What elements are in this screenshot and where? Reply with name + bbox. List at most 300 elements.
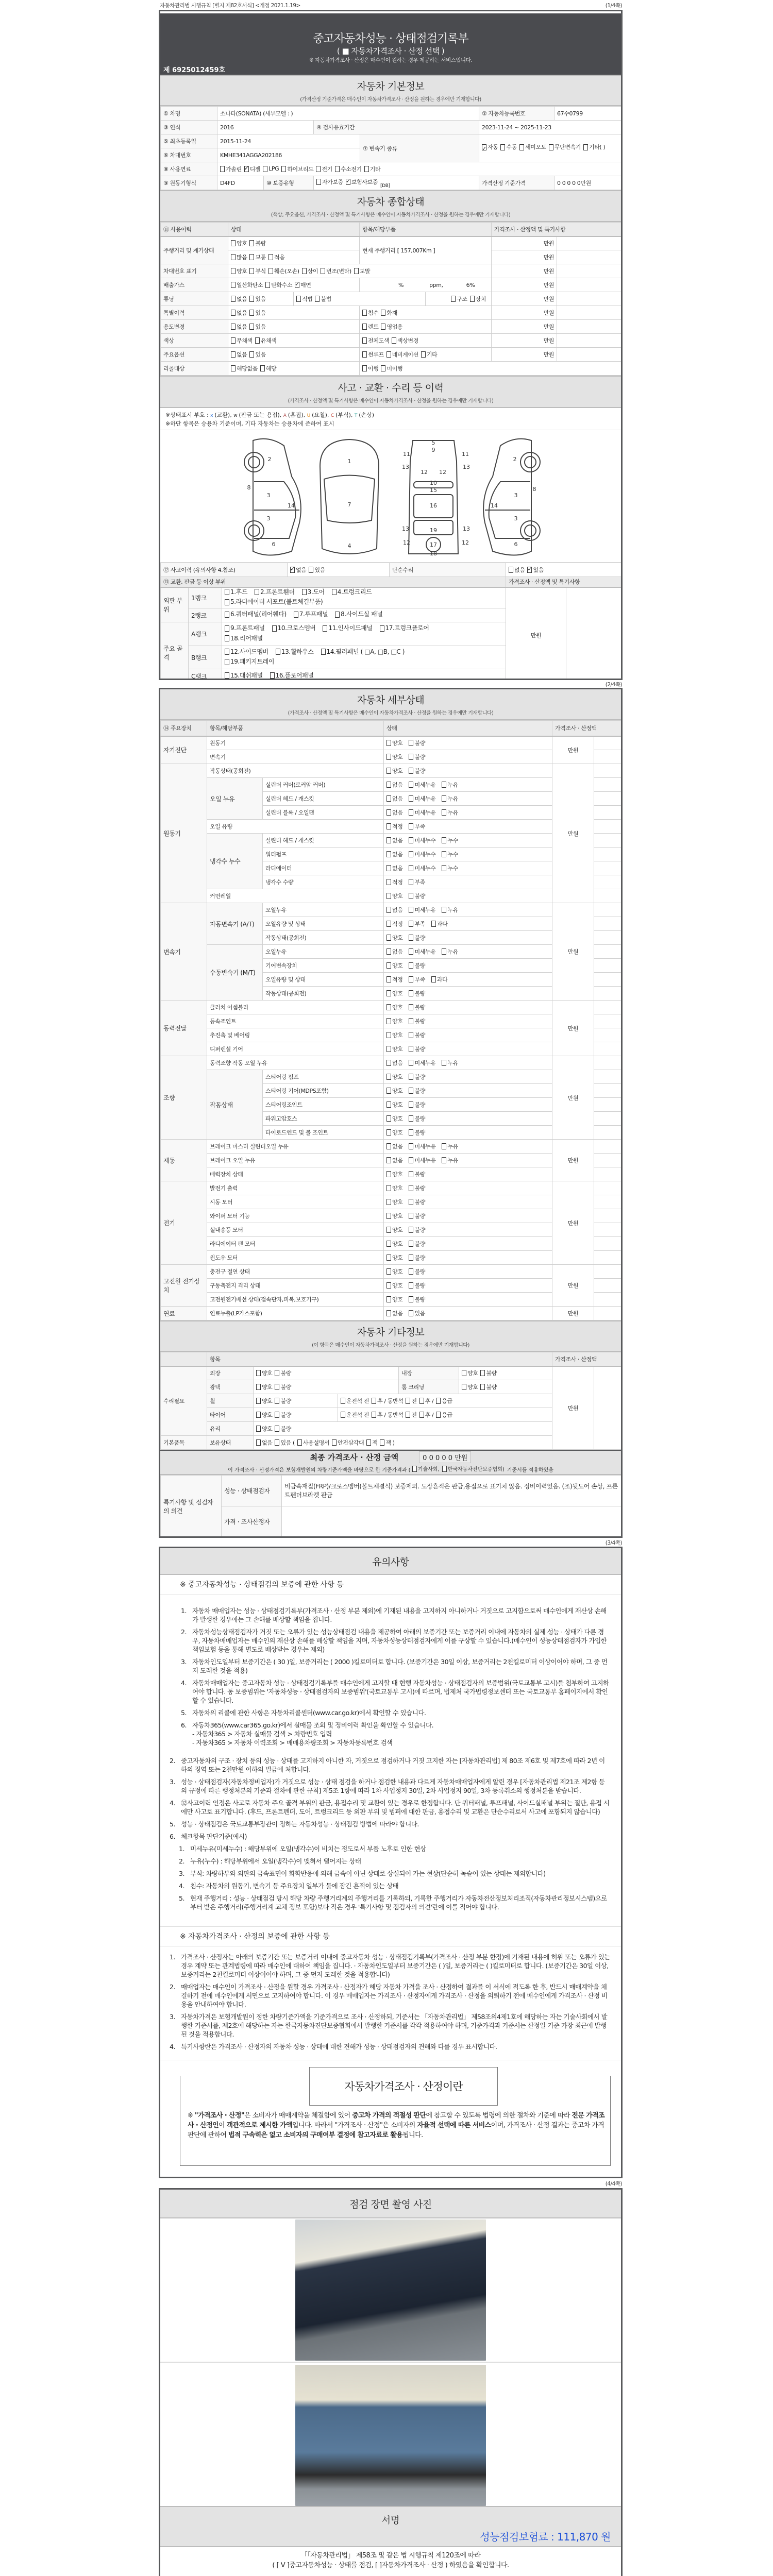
checkbox-option[interactable] (386, 753, 402, 761)
checkbox[interactable] (276, 649, 280, 655)
checkbox[interactable] (409, 1088, 413, 1094)
price-note[interactable] (594, 945, 621, 959)
checkbox-option[interactable] (386, 808, 402, 817)
checkbox[interactable] (386, 1074, 391, 1080)
checkbox[interactable] (409, 935, 413, 941)
price-note[interactable] (594, 1112, 621, 1126)
price-note[interactable] (594, 1279, 621, 1293)
checkbox-option[interactable] (256, 1383, 272, 1391)
checkbox-option[interactable] (321, 648, 405, 656)
checkbox[interactable] (386, 935, 391, 941)
checkbox[interactable] (386, 976, 391, 982)
checkbox-option[interactable] (386, 920, 402, 928)
price-note[interactable] (594, 889, 621, 903)
checkbox[interactable] (381, 310, 385, 316)
checkbox-option[interactable] (255, 336, 277, 345)
checkbox[interactable] (249, 254, 254, 260)
checkbox[interactable] (256, 1426, 261, 1432)
checkbox-option[interactable] (409, 864, 435, 872)
checkbox[interactable] (409, 1157, 413, 1163)
checkbox-option[interactable] (381, 323, 402, 331)
checkbox-option[interactable] (386, 1128, 402, 1137)
checkbox-option[interactable] (480, 1383, 496, 1391)
checkbox-option[interactable] (442, 864, 458, 872)
checkbox-option[interactable] (275, 1425, 291, 1433)
checkbox-option[interactable] (409, 1128, 425, 1137)
checkbox-option[interactable] (316, 178, 343, 186)
checkbox-option[interactable] (275, 1383, 291, 1391)
checkbox[interactable] (406, 1412, 410, 1418)
checkbox-option[interactable] (386, 1003, 402, 1011)
checkbox[interactable] (509, 567, 513, 573)
checkbox-option[interactable] (386, 1295, 402, 1303)
checkbox[interactable] (275, 1384, 279, 1390)
checkbox-option[interactable] (225, 588, 247, 597)
checkbox-option[interactable] (409, 989, 425, 997)
price-note[interactable] (594, 1001, 621, 1014)
checkbox[interactable] (442, 851, 446, 857)
checkbox-option[interactable] (231, 281, 263, 289)
checkbox[interactable] (225, 589, 229, 595)
checkbox[interactable] (386, 1171, 391, 1177)
checkbox-option[interactable] (386, 947, 402, 956)
checkbox-option[interactable] (231, 350, 247, 359)
checkbox-option[interactable] (406, 1397, 416, 1405)
checkbox-option[interactable] (386, 350, 418, 359)
checkbox[interactable] (381, 365, 385, 371)
checkbox-option[interactable] (255, 588, 295, 597)
checkbox-option[interactable] (409, 1031, 425, 1039)
checkbox[interactable] (442, 1157, 446, 1163)
checkbox-option[interactable] (462, 1369, 478, 1377)
checkbox-option[interactable] (409, 1003, 425, 1011)
price-note[interactable] (594, 1140, 621, 1154)
checkbox[interactable] (406, 1398, 410, 1404)
checkbox-option[interactable] (436, 1411, 452, 1419)
checkbox-option[interactable] (276, 648, 314, 656)
checkbox-option[interactable] (249, 309, 265, 317)
checkbox-checked[interactable] (290, 567, 295, 573)
checkbox-option[interactable] (409, 1226, 425, 1234)
price-note[interactable] (594, 834, 621, 848)
checkbox[interactable] (409, 1185, 413, 1191)
checkbox[interactable] (380, 625, 384, 632)
checkbox-option[interactable] (362, 323, 378, 331)
checkbox[interactable] (386, 1088, 391, 1094)
checkbox[interactable] (332, 1439, 337, 1446)
checkbox[interactable] (409, 1282, 413, 1289)
checkbox-option[interactable] (268, 267, 299, 275)
checkbox-option[interactable] (386, 739, 402, 747)
checkbox-option[interactable] (421, 350, 437, 359)
checkbox[interactable] (275, 1370, 279, 1376)
checkbox[interactable] (256, 1398, 261, 1404)
price-note[interactable] (594, 764, 621, 778)
checkbox-option[interactable] (231, 295, 247, 303)
checkbox[interactable] (309, 567, 313, 573)
checkbox-option[interactable] (442, 947, 458, 956)
checkbox[interactable] (315, 296, 320, 302)
checkbox[interactable] (409, 1241, 413, 1247)
checkbox[interactable] (409, 1199, 413, 1205)
price-note[interactable] (594, 1028, 621, 1042)
checkbox[interactable] (297, 1439, 302, 1446)
checkbox[interactable] (409, 1004, 413, 1010)
checkbox-option[interactable] (281, 165, 313, 173)
checkbox-option[interactable] (386, 906, 402, 914)
checkbox-option[interactable] (509, 566, 525, 574)
checkbox[interactable] (231, 268, 236, 274)
checkbox-option[interactable] (442, 794, 458, 803)
price-note[interactable] (594, 1154, 621, 1167)
checkbox[interactable] (409, 740, 413, 746)
checkbox-option[interactable] (231, 253, 247, 261)
checkbox-option[interactable] (346, 178, 378, 186)
checkbox[interactable] (549, 144, 553, 150)
checkbox[interactable] (462, 1384, 466, 1390)
price-note[interactable] (557, 264, 621, 278)
checkbox[interactable] (386, 768, 391, 774)
checkbox[interactable] (436, 1398, 441, 1404)
price-note[interactable] (594, 736, 621, 750)
checkbox-option[interactable] (362, 350, 384, 359)
checkbox-option[interactable] (386, 864, 402, 872)
checkbox-option[interactable] (315, 295, 331, 303)
checkbox[interactable] (263, 166, 267, 172)
checkbox-checked[interactable] (527, 567, 532, 573)
checkbox[interactable] (421, 351, 426, 358)
checkbox-option[interactable] (225, 657, 274, 666)
checkbox[interactable] (409, 1115, 413, 1122)
checkbox-option[interactable] (386, 934, 402, 942)
checkbox-option[interactable] (380, 624, 429, 633)
checkbox-option[interactable] (406, 1411, 416, 1419)
price-note[interactable] (594, 875, 621, 889)
checkbox[interactable] (386, 1282, 391, 1289)
checkbox[interactable] (225, 672, 229, 679)
checkbox[interactable] (480, 1370, 485, 1376)
checkbox[interactable] (500, 144, 505, 150)
checkbox[interactable] (442, 837, 446, 843)
checkbox-option[interactable] (386, 1031, 402, 1039)
checkbox-option[interactable] (482, 142, 498, 153)
checkbox[interactable] (386, 754, 391, 760)
checkbox-option[interactable] (225, 598, 323, 606)
price-note[interactable] (594, 1237, 621, 1251)
checkbox-option[interactable] (386, 975, 402, 984)
checkbox[interactable] (386, 782, 391, 788)
checkbox-option[interactable] (256, 1411, 272, 1419)
checkbox[interactable] (386, 921, 391, 927)
checkbox-option[interactable] (409, 1253, 425, 1262)
checkbox[interactable] (255, 589, 259, 595)
checkbox-option[interactable] (409, 822, 425, 831)
checkbox[interactable] (386, 1296, 391, 1302)
checkbox[interactable] (294, 612, 298, 618)
checkbox[interactable] (366, 1439, 371, 1446)
checkbox-option[interactable] (263, 165, 279, 172)
checkbox[interactable] (409, 1213, 413, 1219)
checkbox-option[interactable] (362, 336, 389, 345)
checkbox-option[interactable] (249, 253, 265, 261)
checkbox-option[interactable] (362, 309, 378, 317)
checkbox[interactable] (409, 795, 413, 802)
price-note[interactable] (594, 1366, 621, 1450)
checkbox[interactable] (409, 893, 413, 899)
checkbox-option[interactable] (386, 989, 402, 997)
checkbox-option[interactable] (500, 142, 516, 153)
checkbox-option[interactable] (275, 1369, 291, 1377)
checkbox[interactable] (409, 837, 413, 843)
price-note[interactable] (594, 903, 621, 917)
checkbox-option[interactable] (462, 1383, 478, 1391)
checkbox-option[interactable] (409, 781, 435, 789)
checkbox-option[interactable] (323, 624, 372, 633)
checkbox[interactable] (409, 768, 413, 774)
checkbox-option[interactable] (386, 836, 402, 844)
checkbox-option[interactable] (386, 961, 402, 970)
checkbox-option[interactable] (451, 295, 467, 303)
checkbox[interactable] (220, 166, 225, 172)
checkbox[interactable] (386, 851, 391, 857)
checkbox[interactable] (409, 1060, 413, 1066)
checkbox-option[interactable] (419, 1397, 434, 1405)
checkbox-checked[interactable] (482, 144, 486, 150)
checkbox[interactable] (268, 254, 273, 260)
checkbox-option[interactable] (256, 1438, 272, 1447)
checkbox[interactable] (419, 1398, 424, 1404)
checkbox[interactable] (302, 589, 307, 595)
checkbox-option[interactable] (362, 364, 378, 372)
price-note[interactable] (557, 250, 621, 264)
checkbox[interactable] (260, 365, 265, 371)
checkbox-option[interactable] (256, 1369, 272, 1377)
checkbox[interactable] (442, 1060, 446, 1066)
checkbox[interactable] (231, 310, 236, 316)
checkbox-option[interactable] (386, 767, 402, 775)
checkbox-option[interactable] (409, 934, 425, 942)
checkbox[interactable] (386, 837, 391, 843)
checkbox-option[interactable] (409, 947, 435, 956)
checkbox-option[interactable] (386, 1226, 402, 1234)
checkbox-option[interactable] (296, 295, 312, 303)
checkbox-option[interactable] (366, 1438, 377, 1447)
checkbox-option[interactable] (442, 781, 458, 789)
checkbox-option[interactable] (249, 323, 265, 331)
checkbox[interactable] (256, 1439, 261, 1446)
checkbox[interactable] (409, 1032, 413, 1038)
checkbox[interactable] (480, 1384, 485, 1390)
price-note[interactable] (594, 750, 621, 764)
checkbox-option[interactable] (409, 1170, 425, 1178)
checkbox-option[interactable] (272, 624, 316, 633)
checkbox[interactable] (392, 337, 396, 344)
checkbox[interactable] (270, 672, 275, 679)
checkbox[interactable] (442, 809, 446, 816)
checkbox-option[interactable] (386, 794, 402, 803)
checkbox[interactable] (231, 296, 236, 302)
checkbox-option[interactable] (442, 1142, 458, 1150)
checkbox-option[interactable] (527, 566, 543, 574)
checkbox[interactable] (341, 1412, 345, 1418)
checkbox[interactable] (268, 268, 273, 274)
checkbox-option[interactable] (442, 906, 458, 914)
checkbox-option[interactable] (231, 364, 258, 372)
checkbox[interactable] (275, 1398, 279, 1404)
checkbox[interactable] (381, 324, 385, 330)
checkbox[interactable] (470, 296, 475, 302)
checkbox-option[interactable] (295, 281, 311, 289)
checkbox-option[interactable] (386, 1100, 402, 1109)
checkbox-option[interactable] (386, 781, 402, 789)
checkbox[interactable] (256, 1412, 261, 1418)
checkbox-option[interactable] (583, 142, 605, 153)
checkbox-option[interactable] (442, 1059, 458, 1067)
checkbox[interactable] (249, 351, 254, 358)
checkbox-option[interactable] (470, 295, 486, 303)
checkbox[interactable] (442, 907, 446, 913)
checkbox[interactable] (409, 1227, 413, 1233)
checkbox[interactable] (409, 1143, 413, 1149)
checkbox-option[interactable] (225, 648, 268, 656)
checkbox[interactable] (249, 324, 254, 330)
price-note[interactable] (594, 1084, 621, 1098)
checkbox-option[interactable] (275, 1397, 291, 1405)
checkbox[interactable] (249, 240, 254, 246)
checkbox[interactable] (225, 612, 229, 618)
price-note[interactable] (557, 320, 621, 334)
checkbox[interactable] (409, 754, 413, 760)
checkbox[interactable] (281, 166, 286, 172)
checkbox-option[interactable] (231, 336, 253, 345)
checkbox[interactable] (364, 166, 369, 172)
checkbox-option[interactable] (386, 1309, 402, 1317)
price-note[interactable] (594, 987, 621, 1001)
price-note[interactable] (594, 848, 621, 861)
checkbox-option[interactable] (335, 610, 382, 619)
checkbox-option[interactable] (381, 364, 402, 372)
checkbox[interactable] (256, 1384, 261, 1390)
checkbox-option[interactable] (381, 309, 397, 317)
checkbox-option[interactable] (392, 336, 418, 345)
checkbox-option[interactable] (409, 1087, 425, 1095)
checkbox[interactable] (231, 240, 236, 246)
checkbox-option[interactable] (231, 267, 247, 275)
price-note[interactable] (594, 1265, 621, 1279)
checkbox-option[interactable] (386, 1240, 402, 1248)
checkbox-option[interactable] (386, 1267, 402, 1276)
checkbox[interactable] (409, 809, 413, 816)
checkbox[interactable] (409, 1046, 413, 1052)
checkbox-option[interactable] (256, 1425, 272, 1433)
price-note[interactable] (594, 792, 621, 806)
checkbox-option[interactable] (386, 1253, 402, 1262)
checkbox[interactable] (442, 865, 446, 871)
checkbox-option[interactable] (431, 975, 447, 984)
checkbox[interactable] (386, 795, 391, 802)
checkbox-checked[interactable] (295, 282, 299, 288)
checkbox-option[interactable] (409, 878, 425, 886)
checkbox-option[interactable] (265, 281, 292, 289)
checkbox[interactable] (386, 1060, 391, 1066)
checkbox[interactable] (442, 795, 446, 802)
checkbox[interactable] (409, 823, 413, 829)
price-note[interactable] (594, 778, 621, 792)
checkbox[interactable] (275, 1439, 279, 1446)
checkbox-option[interactable] (270, 671, 314, 680)
price-note[interactable] (594, 1042, 621, 1056)
price-note[interactable] (557, 292, 621, 306)
checkbox[interactable] (409, 1296, 413, 1302)
checkbox-option[interactable] (442, 850, 458, 858)
checkbox[interactable] (225, 625, 229, 632)
price-note[interactable] (594, 1070, 621, 1084)
checkbox-option[interactable] (231, 323, 247, 331)
checkbox-option[interactable] (256, 1397, 272, 1405)
checkbox-option[interactable] (409, 1059, 435, 1067)
checkbox[interactable] (442, 948, 446, 955)
checkbox-option[interactable] (409, 1184, 425, 1192)
price-note[interactable] (594, 1251, 621, 1265)
checkbox-option[interactable] (321, 267, 351, 275)
checkbox[interactable] (296, 296, 301, 302)
checkbox[interactable] (372, 1398, 376, 1404)
checkbox-option[interactable] (436, 1397, 452, 1405)
checkbox[interactable] (386, 990, 391, 996)
checkbox-option[interactable] (442, 1156, 458, 1164)
checkbox-option[interactable] (409, 1295, 425, 1303)
price-note[interactable] (557, 334, 621, 348)
checkbox[interactable] (302, 268, 307, 274)
price-note[interactable] (566, 587, 621, 681)
checkbox[interactable] (386, 1032, 391, 1038)
price-note[interactable] (557, 236, 621, 250)
checkbox-option[interactable] (364, 165, 380, 173)
price-note[interactable] (594, 1014, 621, 1028)
price-note[interactable] (594, 1167, 621, 1181)
checkbox-option[interactable] (225, 610, 287, 619)
checkbox[interactable] (419, 1412, 424, 1418)
price-note[interactable] (594, 1209, 621, 1223)
checkbox[interactable] (256, 1370, 261, 1376)
checkbox[interactable] (409, 879, 413, 885)
checkbox-option[interactable] (409, 1142, 435, 1150)
checkbox-option[interactable] (290, 566, 306, 574)
checkbox[interactable] (323, 625, 327, 632)
checkbox[interactable] (225, 635, 229, 641)
checkbox[interactable] (409, 865, 413, 871)
price-note[interactable] (594, 917, 621, 931)
checkbox[interactable] (442, 1466, 447, 1472)
checkbox[interactable] (409, 1018, 413, 1024)
checkbox-option[interactable] (225, 624, 265, 633)
checkbox[interactable] (354, 268, 359, 274)
checkbox[interactable] (386, 1185, 391, 1191)
checkbox-option[interactable] (412, 1465, 440, 1472)
checkbox-option[interactable] (519, 142, 546, 153)
checkbox-option[interactable] (409, 1212, 425, 1220)
checkbox[interactable] (409, 1074, 413, 1080)
checkbox-option[interactable] (409, 1100, 425, 1109)
checkbox[interactable] (225, 649, 229, 655)
checkbox-option[interactable] (354, 267, 370, 275)
checkbox-option[interactable] (409, 794, 435, 803)
price-note[interactable] (594, 861, 621, 875)
checkbox-option[interactable] (386, 1212, 402, 1220)
price-note[interactable] (594, 959, 621, 973)
checkbox[interactable] (386, 865, 391, 871)
checkbox[interactable] (386, 1255, 391, 1261)
